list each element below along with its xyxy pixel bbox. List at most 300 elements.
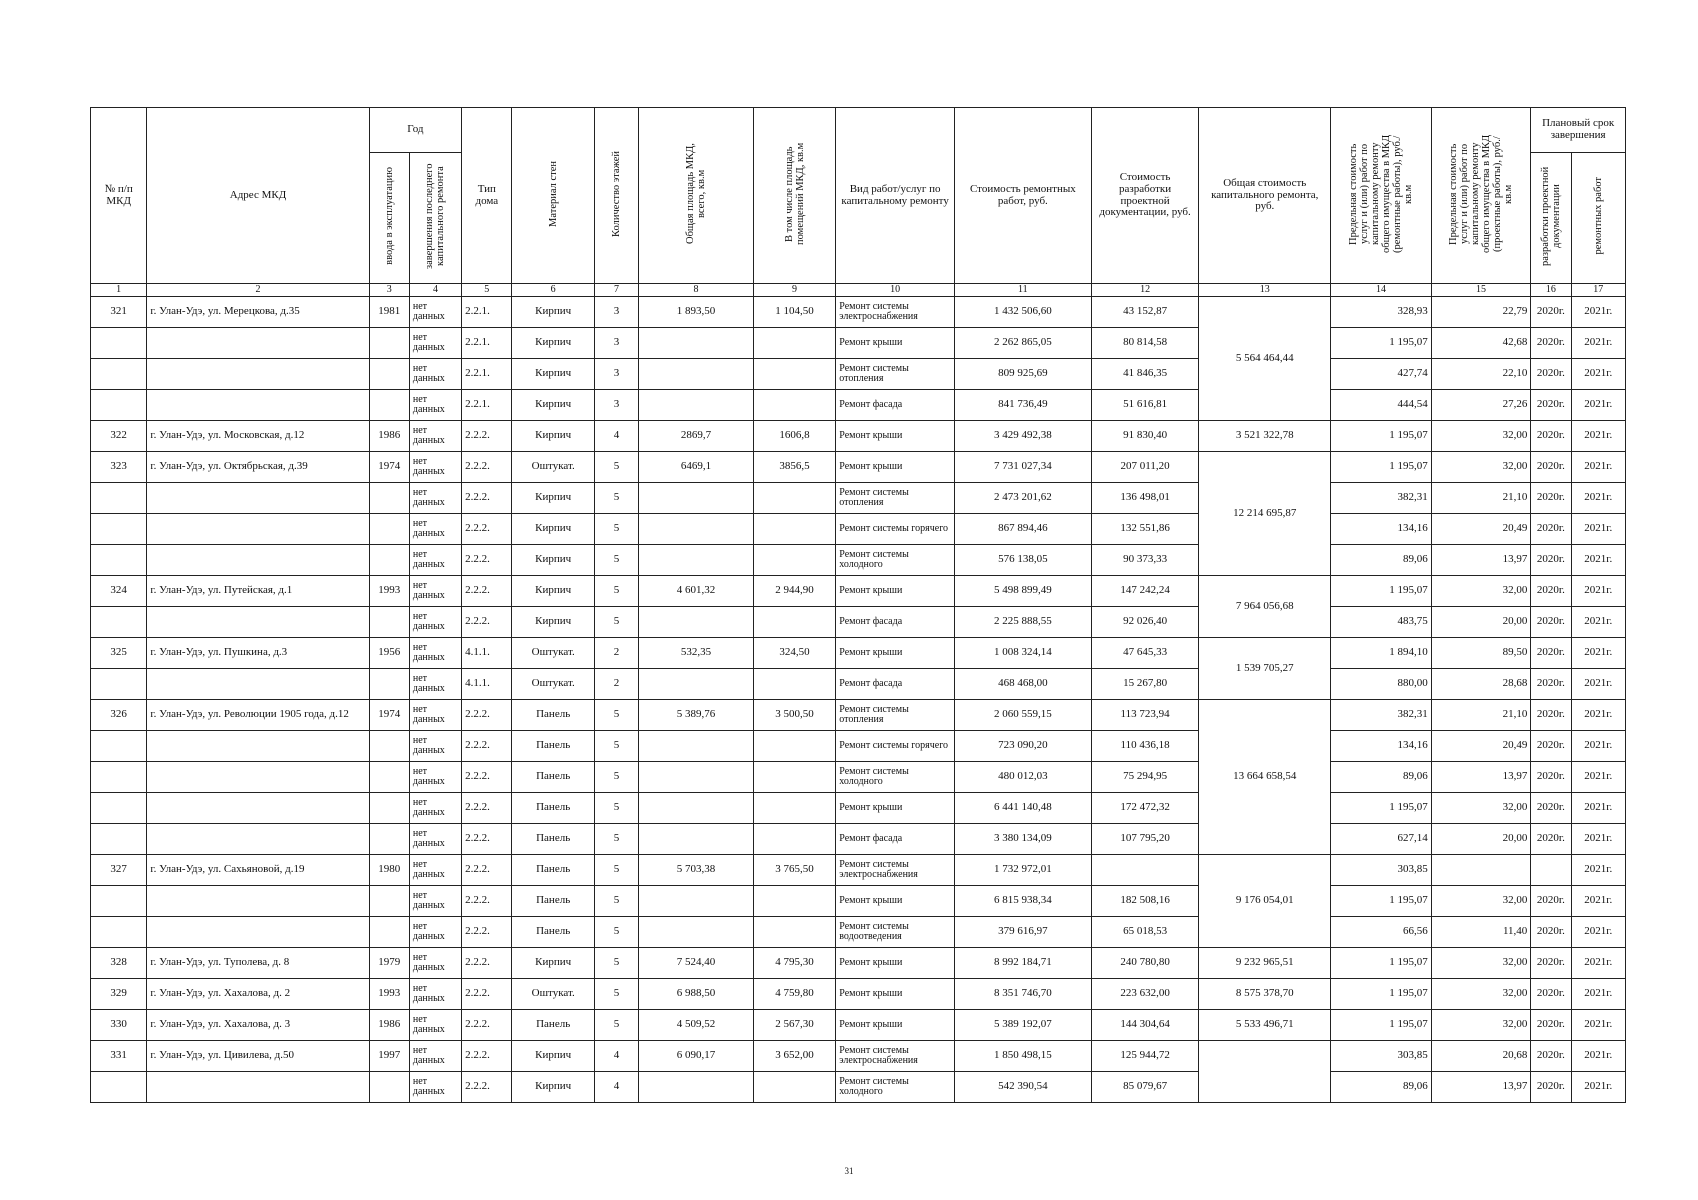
design-cost-cell: 90 373,33 <box>1091 545 1199 576</box>
total-area-cell <box>639 917 754 948</box>
wall-material-cell: Оштукат. <box>512 452 594 483</box>
plan-design-cell: 2020г. <box>1531 297 1571 328</box>
work-type-cell: Ремонт крыши <box>836 793 955 824</box>
design-cost-cell: 47 645,33 <box>1091 638 1199 669</box>
last-repair-cell: нет данных <box>409 638 461 669</box>
year-cell <box>369 824 409 855</box>
table-row <box>91 483 1626 514</box>
limit-repair-cell: 1 195,07 <box>1331 1010 1432 1041</box>
floors-cell: 3 <box>594 297 638 328</box>
design-cost-cell: 110 436,18 <box>1091 731 1199 762</box>
repair-cost-cell: 6 815 938,34 <box>954 886 1091 917</box>
wall-material-cell: Оштукат. <box>512 669 594 700</box>
repair-cost-cell: 576 138,05 <box>954 545 1091 576</box>
repair-cost-cell: 809 925,69 <box>954 359 1091 390</box>
last-repair-cell: нет данных <box>409 576 461 607</box>
limit-design-cell: 32,00 <box>1431 948 1531 979</box>
design-cost-cell: 147 242,24 <box>1091 576 1199 607</box>
table-body <box>91 297 1626 1103</box>
work-type-cell: Ремонт системы горячего <box>836 514 955 545</box>
limit-design-cell: 21,10 <box>1431 483 1531 514</box>
plan-design-cell: 2020г. <box>1531 576 1571 607</box>
premises-area-cell <box>753 886 835 917</box>
repair-cost-cell: 2 262 865,05 <box>954 328 1091 359</box>
wall-material-cell: Кирпич <box>512 545 594 576</box>
limit-design-cell: 32,00 <box>1431 421 1531 452</box>
premises-area-cell <box>753 917 835 948</box>
limit-repair-cell: 1 195,07 <box>1331 576 1432 607</box>
limit-repair-cell: 303,85 <box>1331 855 1432 886</box>
total-cost-cell: 7 964 056,68 <box>1199 576 1331 638</box>
design-cost-cell: 125 944,72 <box>1091 1041 1199 1072</box>
limit-repair-cell: 134,16 <box>1331 514 1432 545</box>
repair-cost-cell: 867 894,46 <box>954 514 1091 545</box>
row-number: 330 <box>91 1010 147 1041</box>
table-row <box>91 855 1626 886</box>
total-area-cell: 4 509,52 <box>639 1010 754 1041</box>
row-number <box>91 886 147 917</box>
limit-design-cell <box>1431 855 1531 886</box>
plan-repair-cell: 2021г. <box>1571 297 1625 328</box>
total-area-cell <box>639 328 754 359</box>
total-cost-cell: 1 539 705,27 <box>1199 638 1331 700</box>
last-repair-cell: нет данных <box>409 1041 461 1072</box>
row-number: 325 <box>91 638 147 669</box>
header-year-input: ввода в эксплуатацию <box>369 153 409 284</box>
table-row <box>91 1010 1626 1041</box>
house-type-cell: 2.2.2. <box>462 824 512 855</box>
last-repair-cell: нет данных <box>409 731 461 762</box>
year-cell <box>369 1072 409 1103</box>
wall-material-cell: Панель <box>512 886 594 917</box>
work-type-cell: Ремонт фасада <box>836 824 955 855</box>
design-cost-cell: 92 026,40 <box>1091 607 1199 638</box>
limit-design-cell: 20,49 <box>1431 514 1531 545</box>
wall-material-cell: Кирпич <box>512 607 594 638</box>
floors-cell: 5 <box>594 514 638 545</box>
plan-repair-cell: 2021г. <box>1571 1010 1625 1041</box>
repair-cost-cell: 542 390,54 <box>954 1072 1091 1103</box>
premises-area-cell <box>753 1072 835 1103</box>
row-number: 326 <box>91 700 147 731</box>
table-row <box>91 576 1626 607</box>
design-cost-cell: 85 079,67 <box>1091 1072 1199 1103</box>
row-number <box>91 514 147 545</box>
work-type-cell: Ремонт крыши <box>836 638 955 669</box>
year-cell: 1981 <box>369 297 409 328</box>
total-area-cell: 5 703,38 <box>639 855 754 886</box>
row-number <box>91 669 147 700</box>
limit-design-cell: 28,68 <box>1431 669 1531 700</box>
limit-design-cell: 20,00 <box>1431 824 1531 855</box>
premises-area-cell <box>753 359 835 390</box>
row-number <box>91 731 147 762</box>
wall-material-cell: Панель <box>512 700 594 731</box>
last-repair-cell: нет данных <box>409 948 461 979</box>
repair-cost-cell: 1 432 506,60 <box>954 297 1091 328</box>
address-cell: г. Улан-Удэ, ул. Хахалова, д. 3 <box>147 1010 369 1041</box>
table-row <box>91 328 1626 359</box>
header-year: Год <box>369 108 462 153</box>
address-cell <box>147 545 369 576</box>
limit-design-cell: 27,26 <box>1431 390 1531 421</box>
header-total-cost: Общая стоимость капитального ремонта, руб. <box>1199 108 1331 284</box>
premises-area-cell: 3856,5 <box>753 452 835 483</box>
work-type-cell: Ремонт крыши <box>836 421 955 452</box>
header-cost-repair: Стоимость ремонтных работ, руб. <box>954 108 1091 284</box>
plan-design-cell: 2020г. <box>1531 638 1571 669</box>
premises-area-cell <box>753 390 835 421</box>
last-repair-cell: нет данных <box>409 886 461 917</box>
year-cell <box>369 328 409 359</box>
row-number: 321 <box>91 297 147 328</box>
total-cost-cell: 12 214 695,87 <box>1199 452 1331 576</box>
table-row <box>91 948 1626 979</box>
plan-design-cell: 2020г. <box>1531 1072 1571 1103</box>
premises-area-cell: 1606,8 <box>753 421 835 452</box>
address-cell <box>147 328 369 359</box>
plan-design-cell: 2020г. <box>1531 917 1571 948</box>
year-cell: 1997 <box>369 1041 409 1072</box>
year-cell: 1974 <box>369 452 409 483</box>
house-type-cell: 2.2.2. <box>462 421 512 452</box>
design-cost-cell: 172 472,32 <box>1091 793 1199 824</box>
repair-cost-cell: 2 060 559,15 <box>954 700 1091 731</box>
premises-area-cell <box>753 514 835 545</box>
column-number: 9 <box>753 284 835 297</box>
last-repair-cell: нет данных <box>409 421 461 452</box>
header-house-type: Тип дома <box>462 108 512 284</box>
table-row <box>91 979 1626 1010</box>
table-row <box>91 700 1626 731</box>
premises-area-cell: 324,50 <box>753 638 835 669</box>
plan-repair-cell: 2021г. <box>1571 328 1625 359</box>
total-area-cell <box>639 514 754 545</box>
premises-area-cell: 3 652,00 <box>753 1041 835 1072</box>
plan-design-cell: 2020г. <box>1531 762 1571 793</box>
address-cell: г. Улан-Удэ, ул. Московская, д.12 <box>147 421 369 452</box>
wall-material-cell: Панель <box>512 793 594 824</box>
plan-repair-cell: 2021г. <box>1571 1072 1625 1103</box>
address-cell <box>147 886 369 917</box>
repair-cost-cell: 5 498 899,49 <box>954 576 1091 607</box>
design-cost-cell: 113 723,94 <box>1091 700 1199 731</box>
limit-design-cell: 32,00 <box>1431 793 1531 824</box>
total-cost-cell: 5 533 496,71 <box>1199 1010 1331 1041</box>
capital-repair-table <box>90 107 1626 1103</box>
column-number: 7 <box>594 284 638 297</box>
limit-design-cell: 42,68 <box>1431 328 1531 359</box>
wall-material-cell: Кирпич <box>512 421 594 452</box>
wall-material-cell: Кирпич <box>512 390 594 421</box>
address-cell <box>147 731 369 762</box>
header-num: № п/п МКД <box>91 108 147 284</box>
table-row <box>91 917 1626 948</box>
year-cell <box>369 545 409 576</box>
design-cost-cell: 51 616,81 <box>1091 390 1199 421</box>
limit-repair-cell: 1 195,07 <box>1331 452 1432 483</box>
design-cost-cell: 136 498,01 <box>1091 483 1199 514</box>
row-number <box>91 328 147 359</box>
table-row <box>91 297 1626 328</box>
plan-repair-cell: 2021г. <box>1571 979 1625 1010</box>
row-number: 329 <box>91 979 147 1010</box>
year-cell: 1974 <box>369 700 409 731</box>
address-cell: г. Улан-Удэ, ул. Туполева, д. 8 <box>147 948 369 979</box>
plan-repair-cell: 2021г. <box>1571 452 1625 483</box>
address-cell: г. Улан-Удэ, ул. Революции 1905 года, д.12 <box>147 700 369 731</box>
plan-repair-cell: 2021г. <box>1571 607 1625 638</box>
plan-repair-cell: 2021г. <box>1571 793 1625 824</box>
wall-material-cell: Панель <box>512 855 594 886</box>
design-cost-cell: 223 632,00 <box>1091 979 1199 1010</box>
table-row <box>91 669 1626 700</box>
work-type-cell: Ремонт крыши <box>836 948 955 979</box>
premises-area-cell <box>753 762 835 793</box>
column-number: 2 <box>147 284 369 297</box>
header-limit-repair: Предельная стоимость услуг и (или) работ по капитальному ремонту общего имущества в МКД (ремонтные работы), руб./кв.м <box>1331 108 1432 284</box>
repair-cost-cell: 1 850 498,15 <box>954 1041 1091 1072</box>
address-cell: г. Улан-Удэ, ул. Пушкина, д.3 <box>147 638 369 669</box>
plan-repair-cell: 2021г. <box>1571 824 1625 855</box>
limit-design-cell: 21,10 <box>1431 700 1531 731</box>
house-type-cell: 2.2.2. <box>462 700 512 731</box>
floors-cell: 5 <box>594 731 638 762</box>
premises-area-cell <box>753 793 835 824</box>
design-cost-cell <box>1091 855 1199 886</box>
table-row <box>91 638 1626 669</box>
last-repair-cell: нет данных <box>409 452 461 483</box>
premises-area-cell: 4 759,80 <box>753 979 835 1010</box>
column-number: 10 <box>836 284 955 297</box>
design-cost-cell: 43 152,87 <box>1091 297 1199 328</box>
plan-repair-cell: 2021г. <box>1571 700 1625 731</box>
design-cost-cell: 80 814,58 <box>1091 328 1199 359</box>
premises-area-cell <box>753 669 835 700</box>
plan-repair-cell: 2021г. <box>1571 545 1625 576</box>
work-type-cell: Ремонт крыши <box>836 1010 955 1041</box>
table-row <box>91 452 1626 483</box>
row-number <box>91 483 147 514</box>
plan-design-cell: 2020г. <box>1531 700 1571 731</box>
address-cell <box>147 390 369 421</box>
work-type-cell: Ремонт крыши <box>836 576 955 607</box>
premises-area-cell <box>753 824 835 855</box>
wall-material-cell: Панель <box>512 1010 594 1041</box>
total-cost-cell: 13 664 658,54 <box>1199 700 1331 855</box>
floors-cell: 2 <box>594 669 638 700</box>
year-cell <box>369 917 409 948</box>
total-area-cell <box>639 545 754 576</box>
address-cell: г. Улан-Удэ, ул. Мерецкова, д.35 <box>147 297 369 328</box>
floors-cell: 4 <box>594 1041 638 1072</box>
column-number: 14 <box>1331 284 1432 297</box>
row-number: 324 <box>91 576 147 607</box>
design-cost-cell: 144 304,64 <box>1091 1010 1199 1041</box>
limit-repair-cell: 1 195,07 <box>1331 886 1432 917</box>
year-cell: 1993 <box>369 576 409 607</box>
limit-design-cell: 20,00 <box>1431 607 1531 638</box>
house-type-cell: 2.2.2. <box>462 762 512 793</box>
last-repair-cell: нет данных <box>409 390 461 421</box>
column-number: 11 <box>954 284 1091 297</box>
total-area-cell <box>639 793 754 824</box>
column-number: 3 <box>369 284 409 297</box>
floors-cell: 5 <box>594 483 638 514</box>
work-type-cell: Ремонт фасада <box>836 390 955 421</box>
row-number: 331 <box>91 1041 147 1072</box>
repair-cost-cell: 2 225 888,55 <box>954 607 1091 638</box>
table-row <box>91 545 1626 576</box>
header-year-last-repair: завершения последнего капитального ремонта <box>409 153 461 284</box>
repair-cost-cell: 841 736,49 <box>954 390 1091 421</box>
design-cost-cell: 41 846,35 <box>1091 359 1199 390</box>
limit-design-cell: 32,00 <box>1431 886 1531 917</box>
column-number: 1 <box>91 284 147 297</box>
wall-material-cell: Кирпич <box>512 328 594 359</box>
row-number <box>91 917 147 948</box>
column-number: 15 <box>1431 284 1531 297</box>
floors-cell: 3 <box>594 359 638 390</box>
floors-cell: 5 <box>594 452 638 483</box>
year-cell <box>369 762 409 793</box>
work-type-cell: Ремонт системы холодного <box>836 1072 955 1103</box>
total-area-cell: 4 601,32 <box>639 576 754 607</box>
floors-cell: 5 <box>594 607 638 638</box>
limit-repair-cell: 444,54 <box>1331 390 1432 421</box>
design-cost-cell: 15 267,80 <box>1091 669 1199 700</box>
last-repair-cell: нет данных <box>409 607 461 638</box>
limit-repair-cell: 1 195,07 <box>1331 979 1432 1010</box>
last-repair-cell: нет данных <box>409 1010 461 1041</box>
plan-design-cell: 2020г. <box>1531 886 1571 917</box>
plan-design-cell: 2020г. <box>1531 1010 1571 1041</box>
plan-design-cell: 2020г. <box>1531 545 1571 576</box>
plan-repair-cell: 2021г. <box>1571 669 1625 700</box>
limit-repair-cell: 89,06 <box>1331 1072 1432 1103</box>
last-repair-cell: нет данных <box>409 762 461 793</box>
table-row <box>91 421 1626 452</box>
header-limit-design: Предельная стоимость услуг и (или) работ по капитальному ремонту общего имущества в МКД (проектные работы), руб./кв.м <box>1431 108 1531 284</box>
total-area-cell <box>639 1072 754 1103</box>
address-cell <box>147 1072 369 1103</box>
limit-design-cell: 13,97 <box>1431 762 1531 793</box>
total-area-cell: 5 389,76 <box>639 700 754 731</box>
design-cost-cell: 65 018,53 <box>1091 917 1199 948</box>
table-row <box>91 359 1626 390</box>
house-type-cell: 2.2.1. <box>462 390 512 421</box>
floors-cell: 5 <box>594 1010 638 1041</box>
plan-repair-cell: 2021г. <box>1571 917 1625 948</box>
repair-cost-cell: 7 731 027,34 <box>954 452 1091 483</box>
address-cell: г. Улан-Удэ, ул. Сахьяновой, д.19 <box>147 855 369 886</box>
limit-design-cell: 11,40 <box>1431 917 1531 948</box>
work-type-cell: Ремонт системы холодного <box>836 762 955 793</box>
plan-repair-cell: 2021г. <box>1571 1041 1625 1072</box>
plan-design-cell: 2020г. <box>1531 731 1571 762</box>
address-cell: г. Улан-Удэ, ул. Хахалова, д. 2 <box>147 979 369 1010</box>
address-cell <box>147 607 369 638</box>
repair-cost-cell: 723 090,20 <box>954 731 1091 762</box>
floors-cell: 5 <box>594 545 638 576</box>
year-cell <box>369 483 409 514</box>
address-cell <box>147 359 369 390</box>
year-cell: 1993 <box>369 979 409 1010</box>
limit-repair-cell: 627,14 <box>1331 824 1432 855</box>
house-type-cell: 2.2.2. <box>462 1041 512 1072</box>
total-cost-cell <box>1199 1041 1331 1103</box>
floors-cell: 5 <box>594 762 638 793</box>
work-type-cell: Ремонт системы электроснабжения <box>836 855 955 886</box>
page-number: 31 <box>844 1166 854 1176</box>
plan-design-cell: 2020г. <box>1531 328 1571 359</box>
total-area-cell <box>639 607 754 638</box>
premises-area-cell <box>753 607 835 638</box>
column-number: 17 <box>1571 284 1625 297</box>
plan-design-cell: 2020г. <box>1531 359 1571 390</box>
floors-cell: 5 <box>594 917 638 948</box>
repair-cost-cell: 8 351 746,70 <box>954 979 1091 1010</box>
year-cell <box>369 669 409 700</box>
total-cost-cell: 3 521 322,78 <box>1199 421 1331 452</box>
wall-material-cell: Кирпич <box>512 359 594 390</box>
row-number: 328 <box>91 948 147 979</box>
plan-repair-cell: 2021г. <box>1571 855 1625 886</box>
row-number <box>91 762 147 793</box>
limit-repair-cell: 1 195,07 <box>1331 948 1432 979</box>
limit-repair-cell: 66,56 <box>1331 917 1432 948</box>
total-area-cell <box>639 390 754 421</box>
limit-repair-cell: 427,74 <box>1331 359 1432 390</box>
premises-area-cell: 4 795,30 <box>753 948 835 979</box>
repair-cost-cell: 3 380 134,09 <box>954 824 1091 855</box>
floors-cell: 5 <box>594 824 638 855</box>
repair-cost-cell: 468 468,00 <box>954 669 1091 700</box>
limit-repair-cell: 328,93 <box>1331 297 1432 328</box>
year-cell <box>369 886 409 917</box>
last-repair-cell: нет данных <box>409 917 461 948</box>
year-cell <box>369 731 409 762</box>
plan-design-cell: 2020г. <box>1531 948 1571 979</box>
year-cell: 1986 <box>369 1010 409 1041</box>
premises-area-cell <box>753 731 835 762</box>
row-number <box>91 793 147 824</box>
premises-area-cell: 3 500,50 <box>753 700 835 731</box>
row-number: 327 <box>91 855 147 886</box>
header-work-type: Вид работ/услуг по капитальному ремонту <box>836 108 955 284</box>
work-type-cell: Ремонт системы холодного <box>836 545 955 576</box>
premises-area-cell <box>753 328 835 359</box>
last-repair-cell: нет данных <box>409 669 461 700</box>
total-area-cell: 6469,1 <box>639 452 754 483</box>
house-type-cell: 2.2.2. <box>462 731 512 762</box>
total-area-cell: 532,35 <box>639 638 754 669</box>
total-area-cell: 1 893,50 <box>639 297 754 328</box>
last-repair-cell: нет данных <box>409 979 461 1010</box>
last-repair-cell: нет данных <box>409 359 461 390</box>
limit-design-cell: 20,49 <box>1431 731 1531 762</box>
limit-design-cell: 89,50 <box>1431 638 1531 669</box>
limit-repair-cell: 1 195,07 <box>1331 421 1432 452</box>
floors-cell: 5 <box>594 948 638 979</box>
wall-material-cell: Кирпич <box>512 514 594 545</box>
floors-cell: 5 <box>594 700 638 731</box>
plan-design-cell: 2020г. <box>1531 607 1571 638</box>
plan-repair-cell: 2021г. <box>1571 390 1625 421</box>
year-cell <box>369 607 409 638</box>
column-number: 12 <box>1091 284 1199 297</box>
limit-repair-cell: 303,85 <box>1331 1041 1432 1072</box>
